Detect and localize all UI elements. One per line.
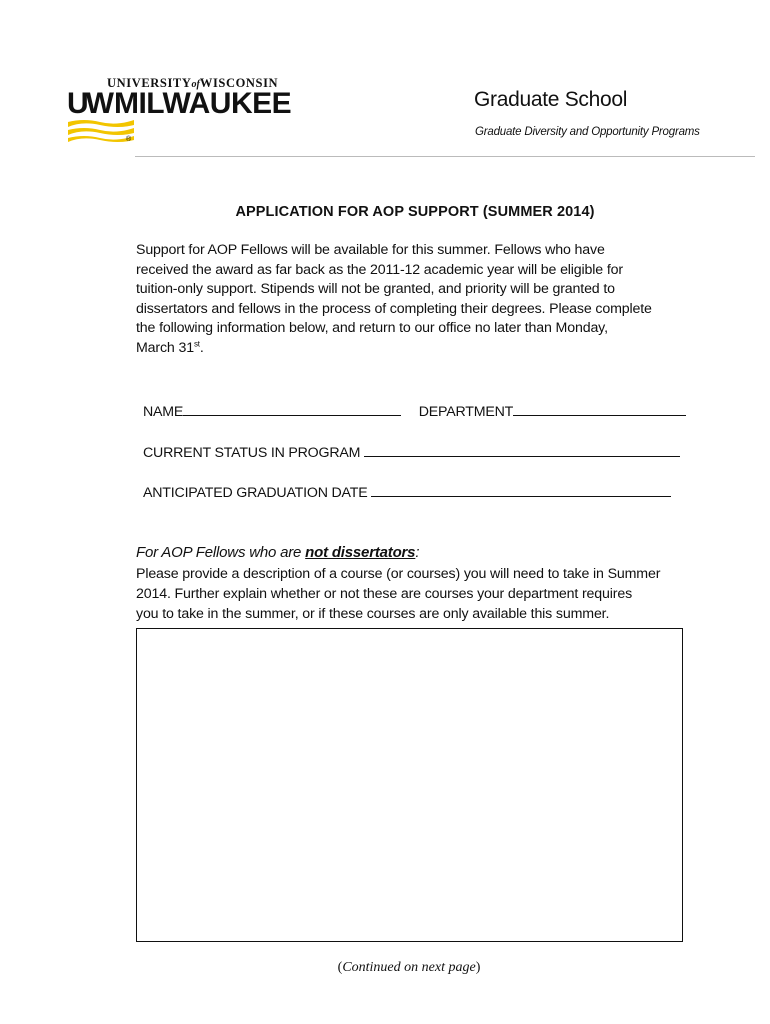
status-label: CURRENT STATUS IN PROGRAM: [143, 445, 361, 461]
intro-line: the following information below, and return to our office no later than Monday,: [136, 320, 608, 337]
intro-paragraph: [136, 241, 696, 359]
intro-line-last: March 31st.: [136, 339, 204, 356]
logo-university-line: UNIVERSITYofWISCONSIN: [107, 76, 279, 90]
section-heading: For AOP Fellows who are not dissertators:: [136, 544, 420, 561]
description-line: you to take in the summer, or if these courses are only available this summer.: [136, 606, 610, 623]
intro-line: received the award as far back as the 2011-12 academic year will be eligible for: [136, 261, 623, 278]
intro-line: dissertators and fellows in the process of completing their degrees. Please complete: [136, 300, 652, 317]
header-divider: [135, 156, 755, 157]
graduation-field[interactable]: [371, 483, 671, 497]
intro-line: Support for AOP Fellows will be available for this summer. Fellows who have: [136, 242, 605, 258]
department-label: DEPARTMENT: [418, 404, 514, 420]
status-field-row: [143, 443, 680, 461]
logo-milwaukee: MILWAUKEE: [113, 87, 292, 120]
graduation-field-row: [143, 483, 671, 501]
description-line: 2014. Further explain whether or not these are courses your department requires: [136, 586, 633, 603]
program-subtitle: Graduate Diversity and Opportunity Programs: [475, 126, 700, 138]
intro-line: tuition-only support. Stipends will not be granted, and priority will be granted to: [136, 281, 615, 298]
name-field-row: [143, 402, 686, 420]
description-line: Please provide a description of a course (or courses) you will need to take in Summer: [136, 566, 661, 582]
section-heading-emphasis: not dissertators: [305, 544, 416, 561]
section-description: [136, 564, 706, 625]
school-title: Graduate School: [474, 88, 628, 111]
name-field[interactable]: [183, 402, 401, 416]
continued-note: (Continued on next page): [337, 960, 481, 975]
name-label: NAME: [143, 404, 184, 420]
logo-registered-mark: ®: [126, 136, 132, 143]
graduation-label: ANTICIPATED GRADUATION DATE: [143, 485, 368, 501]
course-description-box[interactable]: [136, 628, 683, 942]
department-field[interactable]: [513, 402, 686, 416]
status-field[interactable]: [364, 443, 680, 457]
logo-uw: UW: [67, 87, 111, 120]
form-title: APPLICATION FOR AOP SUPPORT (SUMMER 2014): [235, 204, 595, 220]
logo-flag-icon: [66, 110, 138, 150]
